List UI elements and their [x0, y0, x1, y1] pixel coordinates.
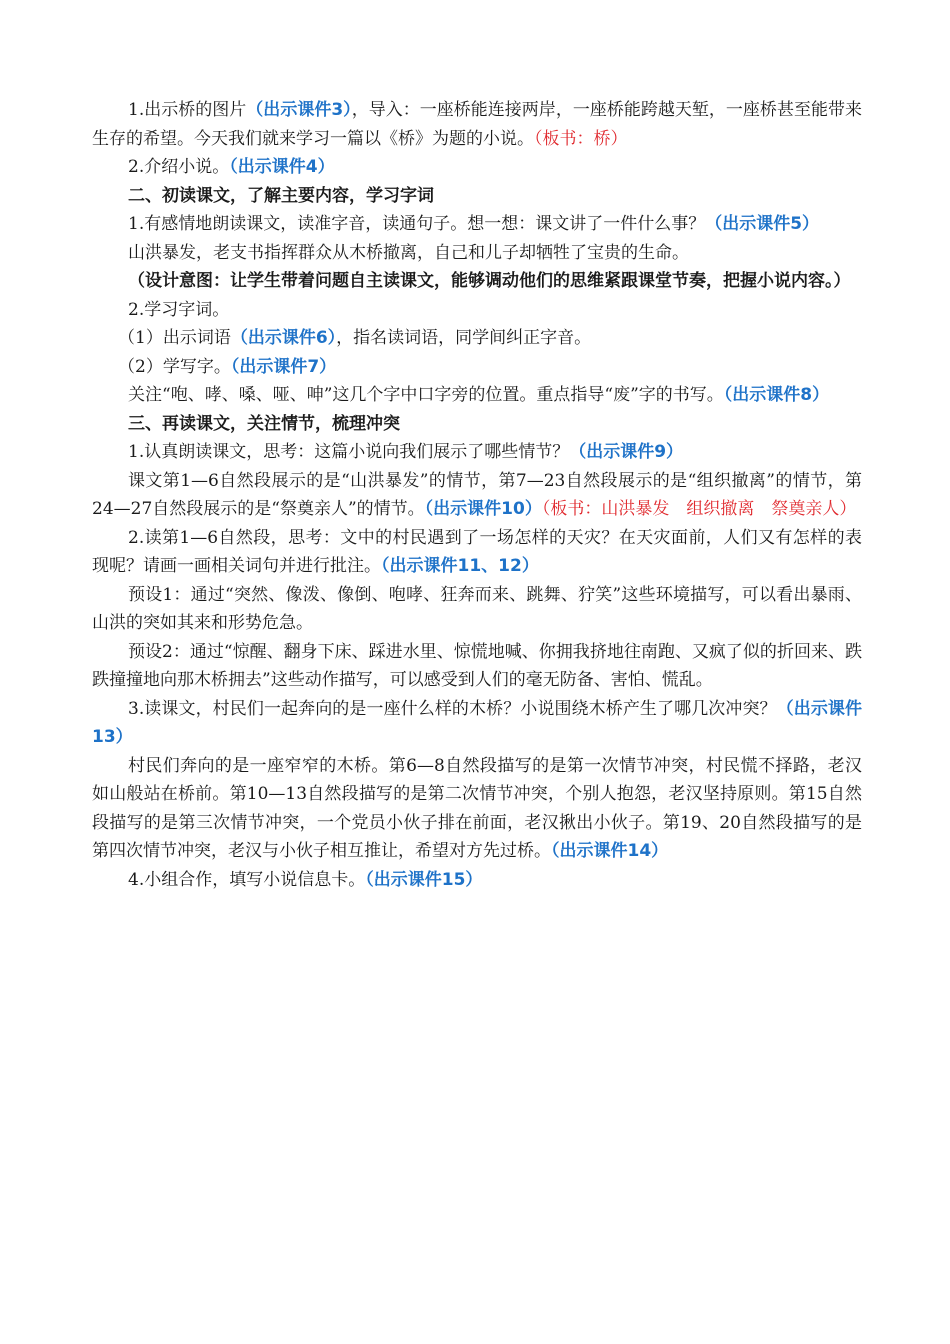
design-intent: （设计意图：让学生带着问题自主读课文，能够调动他们的思维紧跟课堂节奏，把握小说内容。） — [128, 271, 851, 291]
paragraph-disaster-question: 2.读第1—6自然段，思考：文中的村民遇到了一场怎样的天灾？在天灾面前，人们又有怎样的表现呢？请画一画相关词句并进行批注。（出示课件11、12） — [92, 527, 862, 576]
paragraph-plot-question: 1.认真朗读课文，思考：这篇小说向我们展示了哪些情节？（出示课件9） — [128, 442, 684, 462]
lesson-content — [92, 96, 862, 894]
courseware-ref: （出示课件5） — [705, 214, 820, 234]
paragraph-preset-2: 预设2：通过“惊醒、翻身下床、踩进水里、惊慌地喊、你拥我挤地往南跑、又疯了似的折回来、跌跌撞撞地向那木桥拥去”这些动作描写，可以感受到人们的毫无防备、害怕、慌乱。 — [92, 641, 862, 690]
paragraph-read-aloud: 1.有感情地朗读课文，读准字音，读通句子。想一想：课文讲了一件什么事？（出示课件5） — [128, 214, 820, 234]
paragraph-preset-1: 预设1：通过“突然、像泼、像倒、咆哮、狂奔而来、跳舞、狞笑”这些环境描写，可以看出暴雨、山洪的突如其来和形势危急。 — [92, 584, 862, 633]
courseware-ref: （出示课件8） — [723, 385, 830, 405]
courseware-ref: （出示课件9） — [569, 442, 684, 462]
courseware-ref: （出示课件13） — [92, 698, 863, 747]
courseware-ref: （出示课件15） — [365, 869, 483, 890]
paragraph-writing: 关注“咆、哮、嗓、哑、呻”这几个字中口字旁的位置。重点指导“废”字的书写。（出示课件8） — [128, 385, 830, 405]
paragraph-conflicts: 村民们奔向的是一座窄窄的木桥。第6—8自然段描写的是第一次情节冲突，村民慌不择路，老汉如山般站在桥前。第10—13自然段描写的是第二次情节冲突，个别人抱怨，老汉坚持原则。第15自然段描写的是第三次情节冲突，一个党员小伙子排在前面，老汉揪出小伙子。第19、20自然段描写的是第四次情节冲突，老汉与小伙子相互推让，希望对方先过桥。（出示课件14） — [92, 755, 862, 861]
courseware-ref: （出示课件4） — [229, 157, 335, 177]
paragraph-vocab-1: （1）出示词语（出示课件6），指名读词语，同学间纠正字音。 — [118, 328, 592, 348]
paragraph-bridge-question: 3.读课文，村民们一起奔向的是一座什么样的木桥？小说围绕木桥产生了哪几次冲突？（出示课件13） — [92, 698, 863, 747]
courseware-ref: （出示课件6） — [230, 328, 337, 348]
board-note: （板书：山洪暴发 组织撤离 祭奠亲人） — [541, 499, 857, 519]
section-heading-3: 三、再读课文，关注情节，梳理冲突 — [128, 413, 400, 434]
courseware-ref: （出示课件10） — [424, 499, 542, 519]
paragraph-vocab: 2.学习字词。 — [128, 299, 230, 320]
paragraph-novel-intro: 2.介绍小说。（出示课件4） — [128, 157, 335, 177]
paragraph-vocab-2: （2）学写字。（出示课件7） — [118, 356, 337, 377]
courseware-ref: （出示课件14） — [551, 841, 669, 861]
courseware-ref: （出示课件7） — [230, 356, 337, 377]
courseware-ref: （出示课件11、12） — [381, 556, 539, 576]
courseware-ref: （出示课件3） — [246, 100, 352, 120]
board-note: （板书：桥） — [534, 128, 628, 149]
paragraph-plot-answer: 课文第1—6自然段展示的是“山洪暴发”的情节，第7—23自然段展示的是“组织撤离”的情节，第24—27自然段展示的是“祭奠亲人”的情节。（出示课件10）（板书：山洪暴发 组织撤离 祭奠亲人） — [92, 470, 862, 519]
paragraph-intro: 1.出示桥的图片（出示课件3），导入：一座桥能连接两岸，一座桥能跨越天堑，一座桥甚至能带来生存的希望。今天我们就来学习一篇以《桥》为题的小说。（板书：桥） — [92, 100, 862, 149]
paragraph-summary: 山洪暴发，老支书指挥群众从木桥撤离，自己和儿子却牺牲了宝贵的生命。 — [128, 242, 689, 263]
paragraph-group-work: 4.小组合作，填写小说信息卡。（出示课件15） — [128, 869, 483, 890]
section-heading-2: 二、初读课文，了解主要内容，学习字词 — [128, 185, 434, 206]
